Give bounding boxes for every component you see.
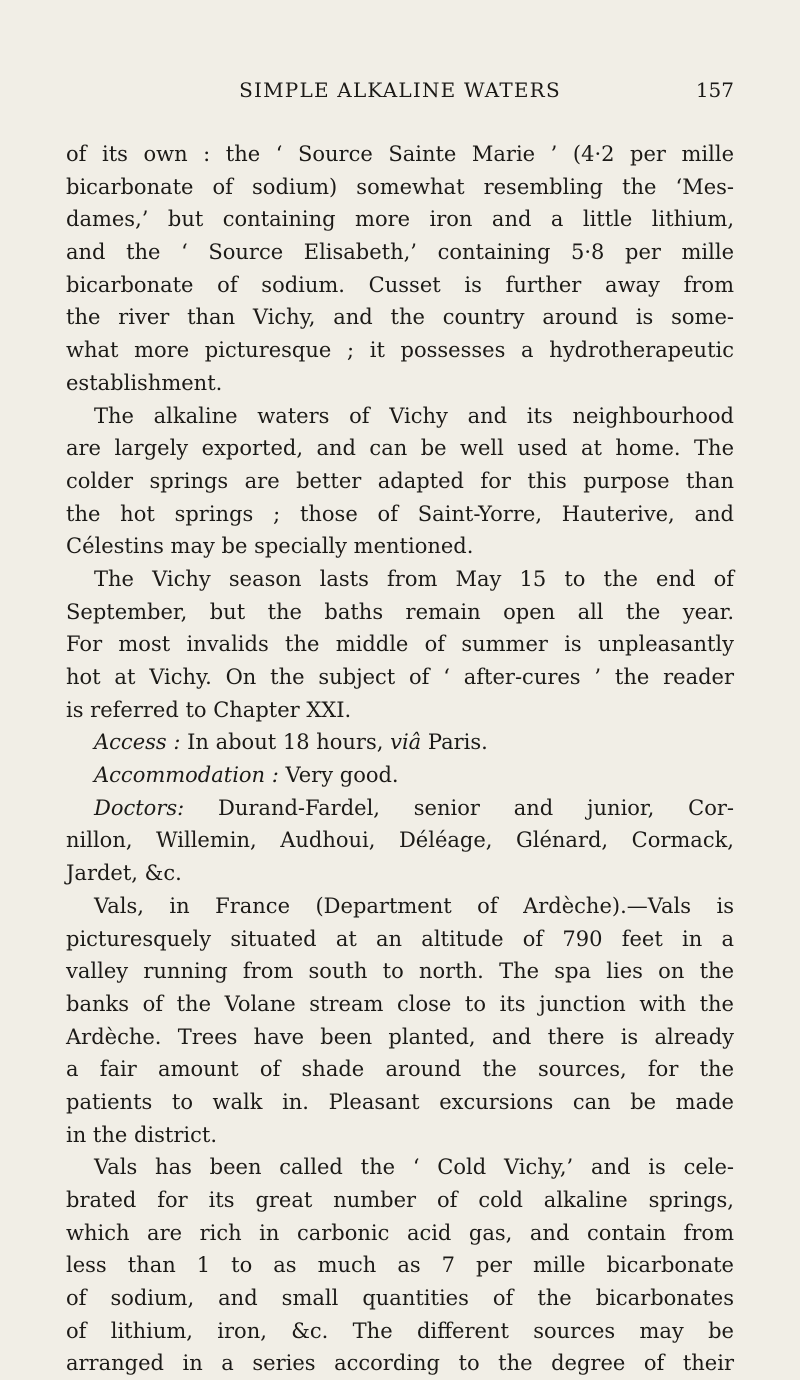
line-text: Célestins may be specially mentioned. [66,534,474,559]
text-line [66,1184,734,1217]
line-text: The Vichy season lasts from May 15 to the end of [94,566,734,591]
line-text: bicarbonate of sodium. Cusset is further away from [66,272,734,297]
line-text: in the district. [66,1122,217,1147]
text-line [66,400,734,433]
line-text: patients to walk in. Pleasant excursions can be made [66,1089,734,1114]
line-text: September, but the baths remain open all the year. [66,599,734,624]
text-line [66,236,734,269]
text-line [66,955,734,988]
line-text: of its own : the ‘ Source Sainte Marie ’ (4·2 per mille [66,142,734,166]
running-title: SIMPLE ALKALINE WATERS [239,78,561,102]
text-line [66,530,734,563]
text-line [66,498,734,531]
text-line [66,1315,734,1348]
line-text: Very good. [278,763,399,788]
text-line [66,1151,734,1184]
text-line [66,1249,734,1282]
text-line [66,1119,734,1152]
line-text: nillon, Willemin, Audhoui, Déléage, Glénard, Cormack, [66,828,734,853]
line-text: Vals has been called the ‘ Cold Vichy,’ and is cele- [94,1155,734,1180]
text-line [66,792,734,825]
line-text: the river than Vichy, and the country around is some- [66,305,734,330]
text-line [66,628,734,661]
line-text: less than 1 to as much as 7 per mille bicarbonate [66,1253,734,1278]
line-text: In about 18 hours, [180,730,391,755]
line-text: which are rich in carbonic acid gas, and contain from [66,1220,734,1245]
text-line [66,923,734,956]
line-text: valley running from south to north. The spa lies on the [66,959,734,984]
text-line [66,694,734,727]
text-line [66,563,734,596]
line-text: colder springs are better adapted for this purpose than [66,468,734,493]
line-text: brated for its great number of cold alkaline springs, [66,1188,734,1212]
line-text: Paris. [421,730,488,755]
running-head [66,78,734,112]
line-text: banks of the Volane stream close to its junction with the [66,991,734,1016]
line-text: arranged in a series according to the degree of their [66,1351,734,1376]
line-text: establishment. [66,370,223,395]
line-text: Ardèche. Trees have been planted, and there is already [66,1024,734,1049]
line-text: what more picturesque ; it possesses a hydrotherapeutic [66,338,734,363]
text-line [66,465,734,498]
text-line [66,432,734,465]
italic-word: viâ [390,730,422,755]
text-line [66,367,734,400]
text-line [66,661,734,694]
line-text: bicarbonate of sodium) somewhat resembling the ‘Mes- [66,174,734,199]
text-line [66,726,734,759]
line-text: hot at Vichy. On the subject of ‘ after-cures ’ the reader [66,665,734,689]
line-text: Vals, in France (Department of Ardèche).—Vals is [94,893,734,918]
text-line [66,857,734,890]
line-text: the hot springs ; those of Saint-Yorre, Hauterive, and [66,501,734,526]
text-line [66,1021,734,1054]
text-line [66,1282,734,1315]
text-line [66,824,734,857]
text-line [66,1086,734,1119]
line-text: For most invalids the middle of summer is unpleasantly [66,632,734,657]
run-in-label: Doctors: [94,795,185,820]
body-text [66,138,734,1380]
line-text: of sodium, and small quantities of the bicarbonates [66,1286,734,1311]
text-line [66,203,734,236]
text-line [66,1347,734,1380]
text-line [66,890,734,923]
text-line [66,301,734,334]
run-in-label: Accommodation : [94,763,279,788]
page-number: 157 [695,78,734,102]
text-line [66,988,734,1021]
line-text: a fair amount of shade around the sources, for the [66,1057,734,1082]
run-in-label: Access : [94,730,181,755]
line-text: is referred to Chapter XXI. [66,697,352,722]
text-line [66,269,734,302]
line-text: of lithium, iron, &c. The different sources may be [66,1318,734,1343]
line-text: are largely exported, and can be well used at home. The [66,436,734,461]
line-text: Jardet, &c. [66,861,182,886]
line-text: and the ‘ Source Elisabeth,’ containing 5·8 per mille [66,240,734,265]
text-line [66,1217,734,1250]
text-line [66,334,734,367]
line-text: picturesquely situated at an altitude of 790 feet in a [66,926,734,951]
text-line [66,596,734,629]
line-text: The alkaline waters of Vichy and its neighbourhood [94,403,734,428]
text-line [66,171,734,204]
text-line [66,759,734,792]
text-line [66,138,734,171]
line-text: dames,’ but containing more iron and a little lithium, [66,207,734,232]
text-line [66,1053,734,1086]
line-text: Durand-Fardel, senior and junior, Cor- [184,795,734,820]
